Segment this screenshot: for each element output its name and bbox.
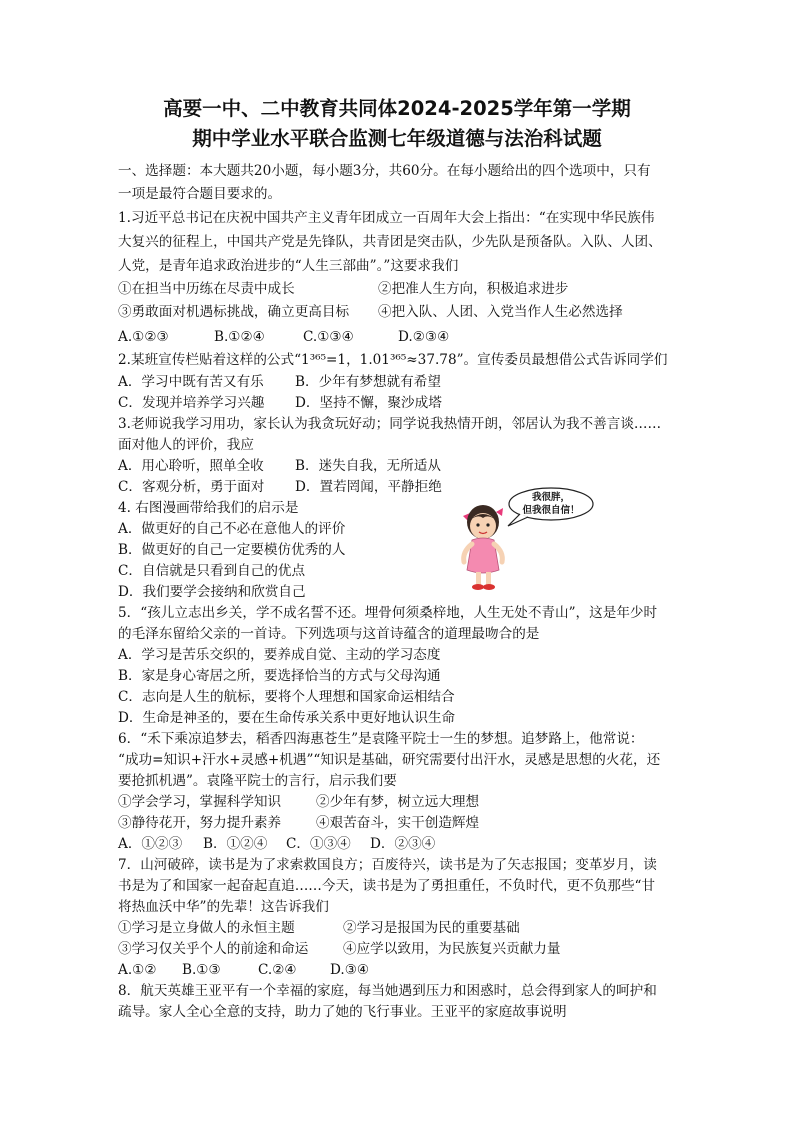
q6-choice-c: C．①③④ (286, 836, 351, 852)
q5-stem: 5．“孩儿立志出乡关，学不成名誓不还。埋骨何须桑梓地，人生无处不青山”，这是年少时 (118, 605, 658, 621)
q6-stem: 6．“禾下乘凉追梦去，稻香四海惠苍生”是袁隆平院士一生的梦想。追梦路上，他常说： (118, 731, 644, 747)
q5-choice-d: D．生命是神圣的，要在生命传承关系中更好地认识生命 (118, 710, 456, 726)
q7-option: ③学习仅关乎个人的前途和命运 (118, 941, 309, 957)
q1-option: ②把准人生方向，积极追求进步 (378, 281, 569, 297)
q2-choice-c: C．发现并培养学习兴趣 (118, 395, 265, 411)
q2-stem: 2.某班宣传栏贴着这样的公式“1³⁶⁵=1，1.01³⁶⁵≈37.78”。宣传委员最想借公式告诉同学们 (118, 352, 668, 368)
q1-choice-b: B.①②④ (214, 329, 265, 345)
q3-stem: 3.老师说我学习用功，家长认为我贪玩好动；同学说我热情开朗，邻居认为我不善言谈…… (118, 416, 662, 432)
q6-option: ③静待花开，努力提升素养 (118, 815, 282, 831)
q7-choice-c: C.②④ (258, 962, 297, 978)
q6-choice-d: D．②③④ (370, 836, 436, 852)
q1-stem: 人党，是青年追求政治进步的“人生三部曲”。”这要求我们 (118, 258, 459, 274)
q6-option: ①学会学习，掌握科学知识 (118, 794, 282, 810)
section-heading: 一、选择题：本大题共20小题，每小题3分，共60分。在每小题给出的四个选项中，只有 (118, 163, 651, 179)
q7-stem: 书是为了和国家一起奋起直追……今天，读书是为了勇担重任，不负时代，更不负那些“甘 (118, 878, 656, 894)
q7-option: ②学习是报国为民的重要基础 (343, 920, 520, 936)
girl-figure (463, 505, 503, 590)
q3-choice-a: A．用心聆听，照单全收 (118, 458, 264, 474)
q7-stem: 7．山河破碎，读书是为了求索救国良方；百废待兴，读书是为了矢志报国；变革岁月，读 (118, 857, 657, 873)
q1-choice-c: C.①③④ (303, 329, 354, 345)
q4-choice-d: D．我们要学会接纳和欣赏自己 (118, 584, 306, 600)
exam-title-line2: 期中学业水平联合监测七年级道德与法治科试题 (192, 127, 602, 150)
q8-stem: 8．航天英雄王亚平有一个幸福的家庭，每当她遇到压力和困惑时，总会得到家人的呵护和 (118, 983, 657, 999)
q5-stem: 的毛泽东留给父亲的一首诗。下列选项与这首诗蕴含的道理最吻合的是 (118, 626, 540, 642)
q6-option: ②少年有梦，树立远大理想 (316, 794, 480, 810)
q3-stem: 面对他人的评价，我应 (118, 437, 254, 453)
q7-choice-d: D.③④ (330, 962, 370, 978)
q1-choice-d: D.②③④ (398, 329, 450, 345)
cartoon-girl-illustration (458, 486, 598, 594)
exam-title-line1: 高要一中、二中教育共同体2024-2025学年第一学期 (163, 97, 631, 120)
q7-stem: 将热血沃中华”的先辈！这告诉我们 (118, 899, 329, 915)
q6-choice-b: B．①②④ (203, 836, 268, 852)
q6-option: ④艰苦奋斗，实干创造辉煌 (316, 815, 480, 831)
q2-choice-d: D．坚持不懈，聚沙成塔 (295, 395, 442, 411)
q7-option: ④应学以致用，为民族复兴贡献力量 (343, 941, 561, 957)
q7-option: ①学习是立身做人的永恒主题 (118, 920, 295, 936)
bubble-text-1: 我很胖， (531, 492, 571, 503)
bubble-text-2: 但我很自信！ (522, 505, 580, 516)
q2-choice-a: A．学习中既有苦又有乐 (118, 374, 264, 390)
q4-choice-c: C．自信就是只看到自己的优点 (118, 563, 306, 579)
speech-bubble (508, 488, 593, 526)
q4-choice-b: B．做更好的自己一定要模仿优秀的人 (118, 542, 346, 558)
q1-option: ①在担当中历练在尽责中成长 (118, 281, 295, 297)
q3-choice-c: C．客观分析，勇于面对 (118, 479, 265, 495)
q7-choice-a: A.①② (118, 962, 157, 978)
q4-choice-a: A．做更好的自己不必在意他人的评价 (118, 521, 346, 537)
q6-choice-a: A．①②③ (118, 836, 183, 852)
q1-stem: 大复兴的征程上，中国共产党是先锋队，共青团是突击队，少先队是预备队。入队、人团、 (118, 234, 662, 250)
q3-choice-d: D．置若罔闻，平静拒绝 (295, 479, 442, 495)
q2-choice-b: B．少年有梦想就有希望 (295, 374, 441, 390)
q8-stem: 疏导。家人全心全意的支持，助力了她的飞行事业。王亚平的家庭故事说明 (118, 1004, 567, 1020)
q1-choice-a: A.①②③ (118, 329, 169, 345)
q1-option: ③勇敢面对机遇标挑战，确立更高目标 (118, 304, 350, 320)
q1-stem: 1.习近平总书记在庆祝中国共产主义青年团成立一百周年大会上指出：“在实现中华民族伟 (118, 210, 655, 226)
q5-choice-c: C．志向是人生的航标，要将个人理想和国家命运相结合 (118, 689, 455, 705)
q5-choice-b: B．家是身心寄居之所，要选择恰当的方式与父母沟通 (118, 668, 441, 684)
q7-choice-b: B.①③ (182, 962, 221, 978)
q4-stem: 4. 右图漫画带给我们的启示是 (118, 500, 299, 516)
q3-choice-b: B．迷失自我，无所适从 (295, 458, 441, 474)
section-heading-cont: 一项是最符合题目要求的。 (118, 186, 282, 202)
q5-choice-a: A．学习是苦乐交织的，要养成自觉、主动的学习态度 (118, 647, 441, 663)
q1-option: ④把入队、人团、入党当作人生必然选择 (378, 304, 623, 320)
q6-stem: 要抢抓机遇”。袁隆平院士的言行，启示我们要 (118, 773, 397, 789)
q6-stem: “成功=知识+汗水+灵感+机遇”“知识是基础，研究需要付出汗水，灵感是思想的火花，还 (118, 752, 661, 768)
